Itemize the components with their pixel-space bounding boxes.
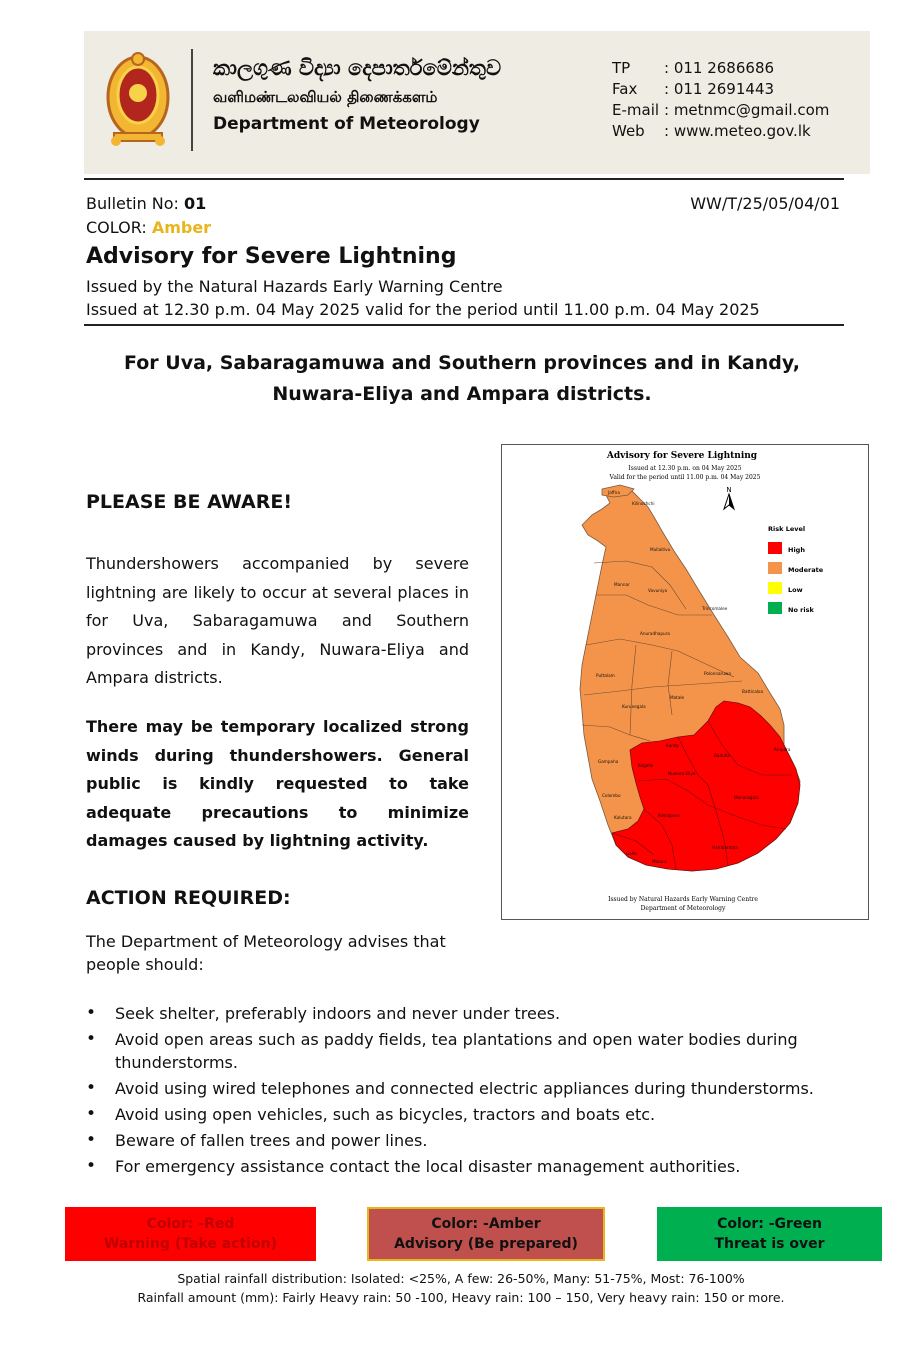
district-label: Nuwara Eliya (668, 771, 696, 776)
district-label: Kandy (666, 743, 680, 748)
map-title: Advisory for Severe Lightning (606, 451, 758, 461)
list-item: • Beware of fallen trees and power lines. (86, 1129, 846, 1152)
contact-row-fax: Fax : 011 2691443 (612, 80, 775, 98)
wind-warning-paragraph: There may be temporary localized strong winds during thundershowers. General public is kindly requested to take adequate precautions to minimize damages caused by lightning activity. (86, 717, 469, 850)
district-label: Puttalam (596, 673, 615, 678)
organization-names (213, 56, 501, 134)
header-divider (191, 49, 193, 151)
legend-swatch-low (768, 582, 782, 594)
aware-paragraph: Thundershowers accompanied by severe lightning are likely to occur at several places in for Uva, Sabaragamuwa and Southern provinces and in Kandy, Nuwara-Eliya and Ampara districts. (86, 554, 469, 687)
district-label: Anuradhapura (640, 631, 670, 636)
rainfall-amount-note: Rainfall amount (mm): Fairly Heavy rain: 50 -100, Heavy rain: 100 – 150, Very heavy rain: 150 or more. (137, 1290, 785, 1305)
contact-row-web: Web : www.meteo.gov.lk (612, 122, 811, 140)
district-label: Ratnapura (658, 813, 680, 818)
contact-row-email: E-mail : metnmc@gmail.com (612, 101, 830, 119)
legend-green-over: Color: -Green Threat is over (657, 1207, 882, 1261)
district-label: Mullaitivu (650, 547, 671, 552)
district-label: Trincomalee (702, 606, 728, 611)
district-label: Jaffna (608, 490, 620, 495)
legend-label-no-risk: No risk (788, 606, 814, 614)
district-label: Kalutara (614, 815, 632, 820)
map-footer-department: Department of Meteorology (640, 905, 726, 912)
legend-red-warning: Color: -Red Warning (Take action) (65, 1207, 316, 1261)
please-be-aware-heading: PLEASE BE AWARE! (86, 491, 293, 513)
org-name-sinhala: කාලගුණ විද්‍යා දෙපාර්තමේන්තුව (213, 56, 502, 80)
letterhead (84, 31, 870, 174)
district-label: Gampaha (598, 759, 619, 764)
legend-swatch-high (768, 542, 782, 554)
legend-label-moderate: Moderate (788, 566, 824, 574)
top-rule (84, 178, 844, 180)
list-item: • Avoid open areas such as paddy fields, tea plantations and open water bodies during thunderstorms. (86, 1028, 846, 1074)
provinces-heading: For Uva, Sabaragamuwa and Southern provinces and in Kandy, Nuwara-Eliya and Ampara districts. (124, 352, 800, 405)
org-name-tamil: வளிமண்டலவியல் திணைக்களம் (213, 88, 438, 106)
legend-amber-advisory: Color: -Amber Advisory (Be prepared) (367, 1207, 605, 1261)
issued-at: Issued at 12.30 p.m. 04 May 2025 valid for the period until 11.00 p.m. 04 May 2025 (86, 300, 760, 319)
district-label: Polonnaruwa (704, 671, 731, 676)
district-label: Hambantota (712, 845, 739, 850)
legend-title: Risk Level (768, 525, 806, 533)
district-label: Matale (670, 695, 685, 700)
legend-label-high: High (788, 546, 805, 554)
action-required-heading: ACTION REQUIRED: (86, 887, 291, 909)
national-emblem-icon (104, 49, 172, 149)
title-rule (84, 324, 844, 326)
bulletin-number: Bulletin No: 01 (86, 194, 207, 213)
district-label: Batticaloa (742, 689, 764, 694)
map-valid: Valid for the period until 11.00 p.m. 04 May 2025 (609, 474, 761, 481)
district-label: Kegalle (638, 763, 654, 768)
district-label: Kilinochchi (632, 501, 655, 506)
risk-map-graphic (502, 445, 868, 919)
advice-list (86, 1002, 846, 1181)
north-arrow-icon (724, 486, 734, 509)
district-label: Galle (626, 851, 637, 856)
svg-text:N: N (726, 486, 732, 494)
reference-code: WW/T/25/05/04/01 (690, 194, 840, 213)
legend-swatch-moderate (768, 562, 782, 574)
district-label: Ampara (774, 747, 791, 752)
district-label: Mannar (614, 582, 630, 587)
district-label: Vavuniya (648, 588, 668, 593)
bulletin-title: Advisory for Severe Lightning (86, 244, 457, 269)
risk-map (501, 444, 869, 920)
list-item: • Avoid using wired telephones and connected electric appliances during thunderstorms. (86, 1077, 846, 1100)
map-footer-issuer: Issued by Natural Hazards Early Warning Centre (608, 896, 758, 903)
list-item: • Avoid using open vehicles, such as bicycles, tractors and boats etc. (86, 1103, 846, 1126)
district-label: Badulla (714, 753, 730, 758)
bulletin-color: COLOR: Amber (86, 218, 212, 237)
district-label: Matara (652, 859, 667, 864)
map-issued: Issued at 12.30 p.m. on 04 May 2025 (628, 465, 742, 472)
district-label: Monaragala (734, 795, 759, 800)
issued-by: Issued by the Natural Hazards Early Warning Centre (86, 277, 503, 296)
list-item: • For emergency assistance contact the local disaster management authorities. (86, 1155, 846, 1178)
org-name-english: Department of Meteorology (213, 114, 480, 134)
action-intro: The Department of Meteorology advises that people should: (86, 932, 446, 974)
rainfall-distribution-note: Spatial rainfall distribution: Isolated: <25%, A few: 26-50%, Many: 51-75%, Most: 76-100% (177, 1271, 745, 1286)
district-label: Colombo (602, 793, 621, 798)
map-legend (768, 525, 824, 614)
legend-swatch-no-risk (768, 602, 782, 614)
district-label: Kurunegala (622, 704, 646, 709)
legend-label-low: Low (788, 586, 803, 594)
list-item: • Seek shelter, preferably indoors and never under trees. (86, 1002, 846, 1025)
contact-row-tp: TP : 011 2686686 (612, 59, 775, 77)
contact-details (612, 58, 829, 142)
